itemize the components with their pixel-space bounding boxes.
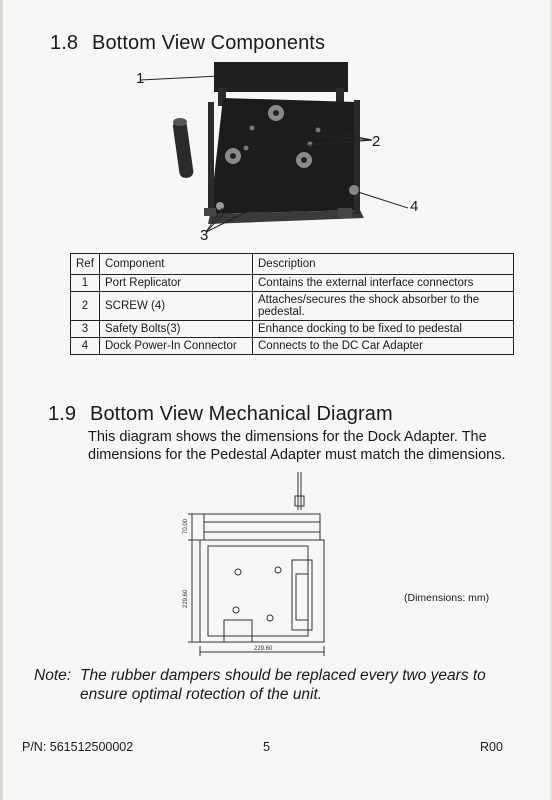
page-number: 5 (263, 740, 270, 754)
table-cell-description: Enhance docking to be fixed to pedestal (253, 321, 514, 338)
section-title: Bottom View Components (92, 32, 326, 54)
table-row (71, 275, 514, 292)
section-number: 1.9 (48, 403, 77, 425)
callout-1: 1 (136, 70, 145, 87)
table-row (71, 338, 514, 355)
table-cell-component: Port Replicator (100, 275, 253, 292)
dock-bottom-photo (128, 58, 408, 248)
table-cell-ref: 4 (71, 338, 100, 355)
port-replicator-shape (214, 62, 348, 92)
dim-top-label: 70.00 (183, 518, 189, 534)
table-cell-description: Contains the external interface connectors (253, 275, 514, 292)
section-paragraph: This diagram shows the dimensions for the Dock Adapter. The dimensions for the Pedestal Adapter must match the dimensions. (88, 429, 506, 463)
table-header: Description (253, 254, 514, 275)
section-number: 1.8 (50, 32, 79, 54)
revision: R00 (480, 740, 503, 754)
callout-3: 3 (200, 227, 209, 244)
mechanical-diagram (178, 470, 338, 660)
table-header: Component (100, 254, 253, 275)
table-cell-ref: 3 (71, 321, 100, 338)
section-1-8-heading (50, 32, 325, 55)
table-cell-description: Connects to the DC Car Adapter (253, 338, 514, 355)
table-cell-component: SCREW (4) (100, 292, 253, 321)
table-cell-component: Safety Bolts(3) (100, 321, 253, 338)
table-cell-component: Dock Power-In Connector (100, 338, 253, 355)
table-row (71, 292, 514, 321)
table-header: Ref (71, 254, 100, 275)
note-label: Note: (34, 667, 72, 684)
section-title: Bottom View Mechanical Diagram (90, 403, 393, 425)
note-line-2: ensure optimal rotection of the unit. (80, 686, 323, 703)
callout-2: 2 (372, 133, 381, 150)
callout-4: 4 (410, 198, 419, 215)
table-row (71, 321, 514, 338)
table-cell-ref: 2 (71, 292, 100, 321)
note-line-1: The rubber dampers should be replaced every two years to (80, 667, 486, 684)
components-table (70, 253, 514, 355)
table-cell-ref: 1 (71, 275, 100, 292)
dimensions-unit-note: (Dimensions: mm) (404, 592, 490, 604)
note-block (34, 666, 514, 704)
part-number: P/N: 561512500002 (22, 740, 134, 754)
section-1-9-heading (48, 403, 393, 426)
dim-bottom-label: 229.60 (254, 646, 273, 652)
dim-side-label: 229.60 (183, 589, 189, 608)
table-cell-description: Attaches/secures the shock absorber to the pedestal. (253, 292, 514, 321)
table-header-row (71, 254, 514, 275)
